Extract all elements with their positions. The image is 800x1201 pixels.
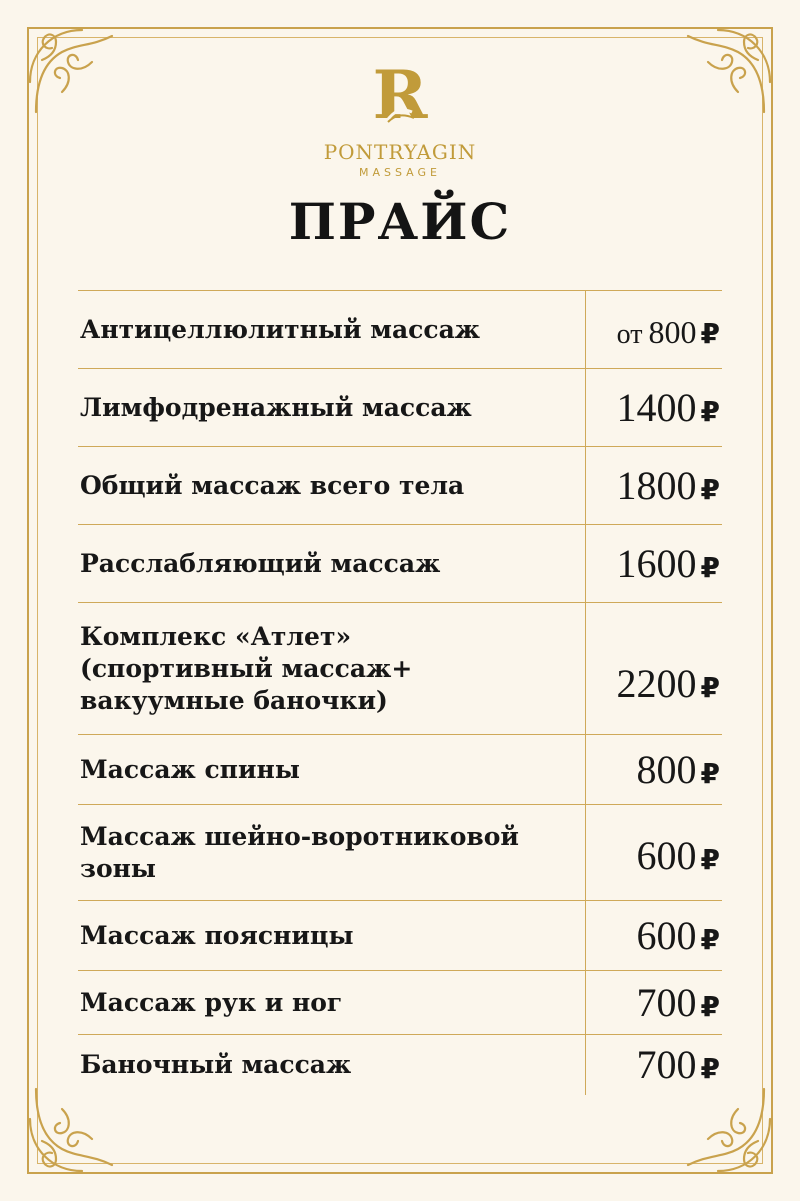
price-value: 600: [636, 832, 697, 878]
table-row: [78, 971, 722, 1035]
ruble-icon: ₽: [700, 670, 720, 704]
brand-name: PONTRYAGIN: [323, 140, 477, 164]
table-row: [78, 525, 722, 603]
table-row: [78, 901, 722, 971]
price-value: 800: [636, 747, 697, 792]
price-value: 2200: [616, 660, 697, 706]
service-name: Антицеллюлитный массаж: [78, 291, 586, 369]
service-price: [586, 291, 723, 369]
service-name: Массаж поясницы: [78, 901, 586, 971]
ruble-icon: ₽: [700, 990, 720, 1023]
service-price: [586, 525, 723, 603]
ruble-icon: ₽: [700, 473, 720, 506]
service-price: [586, 971, 723, 1035]
table-row: [78, 291, 722, 369]
service-price: [586, 369, 723, 447]
service-name: [78, 805, 586, 901]
table-row: [78, 603, 722, 735]
page-title: ПРАЙС: [288, 192, 512, 251]
price-value: 1600: [616, 541, 697, 586]
service-name: Лимфодренажный массаж: [78, 369, 586, 447]
brand-subtitle: MASSAGE: [359, 166, 441, 179]
price-value: 700: [636, 980, 697, 1025]
service-name: Расслабляющий массаж: [78, 525, 586, 603]
service-name-line: Массаж шейно-воротниковой: [80, 821, 519, 851]
table-row: [78, 369, 722, 447]
service-price: [586, 447, 723, 525]
service-price: [586, 901, 723, 971]
service-name-line: (спортивный массаж+: [80, 653, 413, 683]
service-price: [586, 805, 723, 901]
service-price: [586, 1035, 723, 1095]
ruble-icon: ₽: [700, 317, 720, 350]
table-row: [78, 735, 722, 805]
service-name: Баночный массаж: [78, 1035, 586, 1095]
table-row: [78, 1035, 722, 1095]
brand-logo: [0, 62, 800, 179]
ruble-icon: ₽: [700, 395, 720, 428]
ruble-icon: ₽: [700, 842, 720, 876]
service-name: [78, 603, 586, 735]
price-prefix: от: [616, 319, 643, 350]
service-name-line: зоны: [80, 853, 156, 883]
price-value: 1800: [616, 463, 697, 508]
price-table: [78, 290, 722, 1095]
table-row: [78, 447, 722, 525]
service-name: Общий массаж всего тела: [78, 447, 586, 525]
ruble-icon: ₽: [700, 1052, 720, 1086]
price-value: 700: [636, 1042, 697, 1088]
price-value: 1400: [616, 385, 697, 430]
service-name: Массаж спины: [78, 735, 586, 805]
ruble-icon: ₽: [700, 757, 720, 790]
svg-text:R: R: [372, 62, 428, 126]
table-row: [78, 805, 722, 901]
service-price: [586, 735, 723, 805]
service-name-line: Комплекс «Атлет»: [80, 621, 352, 651]
service-name-line: вакуумные баночки): [80, 685, 388, 715]
service-price: [586, 603, 723, 735]
ruble-icon: ₽: [700, 551, 720, 584]
ruble-icon: ₽: [700, 923, 720, 956]
logo-r-icon: [372, 62, 428, 126]
price-value: 800: [648, 314, 697, 350]
price-value: 600: [636, 913, 697, 958]
service-name: Массаж рук и ног: [78, 971, 586, 1035]
